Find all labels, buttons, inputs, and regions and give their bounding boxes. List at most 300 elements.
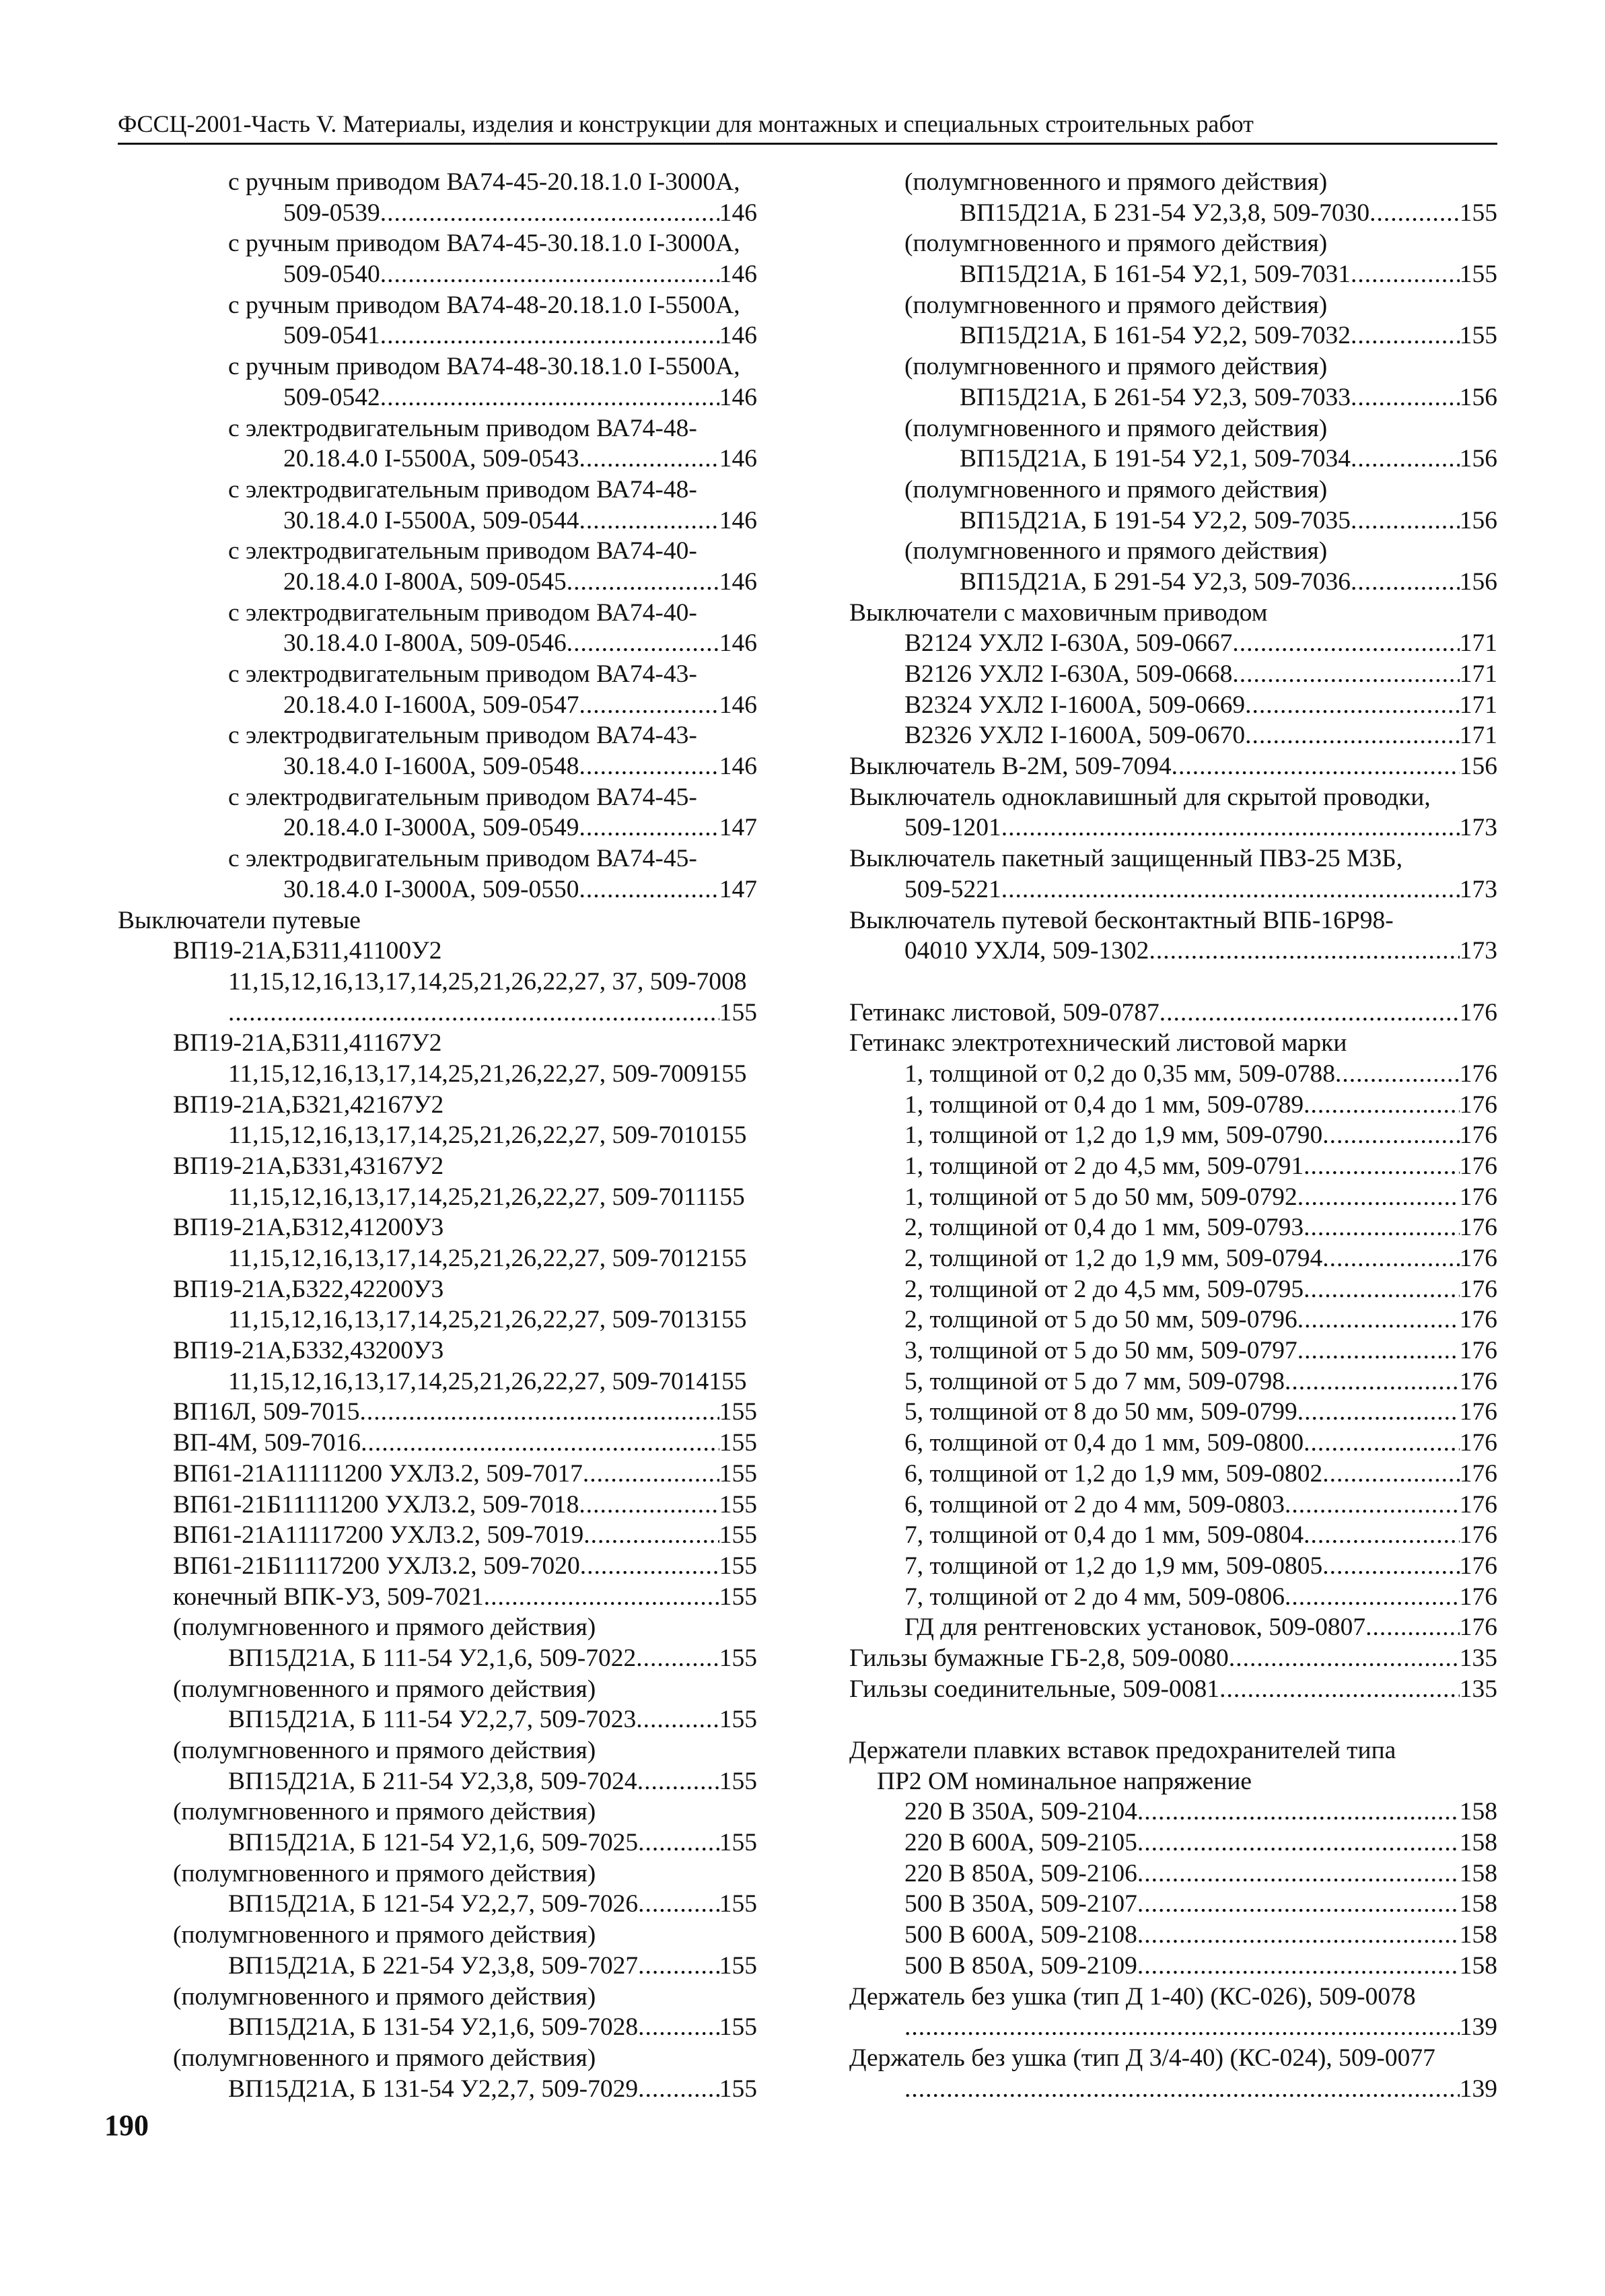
- dot-leader: [579, 874, 719, 905]
- dot-leader: [1001, 812, 1460, 843]
- dot-leader: [580, 1551, 719, 1582]
- index-entry: [118, 2074, 757, 2105]
- entry-text: Держатель без ушка (тип Д 1-40) (КС-026), 509-0078: [849, 1982, 1416, 2011]
- index-entry: [849, 1797, 1497, 1828]
- dot-leader: [1137, 1920, 1460, 1951]
- index-entry: [849, 812, 1497, 843]
- index-entry: [118, 690, 757, 721]
- entry-page-ref: 155: [719, 1644, 757, 1672]
- dot-leader: [567, 628, 719, 659]
- dot-leader: [1232, 659, 1459, 690]
- dot-leader: [1365, 1612, 1460, 1643]
- entry-text: 2, толщиной от 0,4 до 1 мм, 509-0793: [904, 1214, 1304, 1242]
- index-entry: [849, 2074, 1497, 2105]
- entry-page-ref: 176: [1459, 1429, 1497, 1457]
- index-entry: [118, 1028, 757, 1059]
- entry-page-ref: 156: [1459, 445, 1497, 473]
- index-entry: [118, 812, 757, 843]
- index-entry: [849, 1059, 1497, 1090]
- dot-leader: [228, 998, 719, 1029]
- entry-page-ref: 146: [719, 445, 757, 473]
- dot-leader: [579, 751, 719, 782]
- entry-text: Выключатели с маховичным приводом: [849, 598, 1268, 627]
- index-entry: [849, 475, 1497, 506]
- index-entry: [118, 536, 757, 567]
- entry-text: 11,15,12,16,13,17,14,25,21,26,22,27, 509-7009155: [228, 1059, 747, 1088]
- entry-text: В2326 УХЛ2 I-1600А, 509-0670: [904, 722, 1246, 750]
- dot-leader: [1351, 320, 1460, 351]
- index-entry: [849, 628, 1497, 659]
- entry-text: с электродвигательным приводом ВА74-48-: [228, 414, 697, 442]
- index-column-left: [118, 167, 757, 2104]
- dot-leader: [1172, 751, 1460, 782]
- entry-text: Держатели плавких вставок предохранителей типа: [849, 1737, 1396, 1765]
- entry-page-ref: 176: [1459, 1245, 1497, 1273]
- index-entry: [849, 1612, 1497, 1643]
- index-entry: [118, 1735, 757, 1766]
- index-entry: [118, 2043, 757, 2074]
- dot-leader: [1335, 1059, 1460, 1090]
- entry-text: 220 В 350А, 509-2104: [904, 1798, 1137, 1826]
- entry-page-ref: 173: [1459, 814, 1497, 842]
- dot-leader: [380, 320, 719, 351]
- index-entry: [118, 1797, 757, 1828]
- dot-leader: [1297, 1335, 1460, 1366]
- entry-page-ref: 176: [1459, 1152, 1497, 1180]
- dot-leader: [1304, 1274, 1460, 1305]
- index-entry: [118, 1920, 757, 1951]
- dot-leader: [1001, 874, 1460, 905]
- entry-text: 1, толщиной от 0,2 до 0,35 мм, 509-0788: [904, 1059, 1335, 1088]
- page-number: 190: [104, 2109, 149, 2142]
- index-entry: [849, 1090, 1497, 1121]
- index-entry: [849, 228, 1497, 259]
- entry-text: ВП15Д21А, Б 111-54 У2,1,6, 509-7022: [228, 1644, 637, 1672]
- index-entry: [118, 659, 757, 690]
- entry-page-ref: 156: [1459, 753, 1497, 781]
- dot-leader: [904, 2074, 1460, 2105]
- entry-text: (полумгновенного и прямого действия): [173, 1982, 596, 2011]
- entry-text: (полумгновенного и прямого действия): [173, 1859, 596, 1887]
- index-entry: [849, 751, 1497, 782]
- entry-page-ref: 176: [1459, 1552, 1497, 1580]
- entry-text: 7, толщиной от 1,2 до 1,9 мм, 509-0805: [904, 1552, 1323, 1580]
- entry-text: ГД для рентгеновских установок, 509-0807: [904, 1613, 1366, 1642]
- entry-text: с электродвигательным приводом ВА74-45-: [228, 845, 697, 873]
- entry-text: 20.18.4.0 I-1600А, 509-0547: [283, 691, 579, 719]
- dot-leader: [1304, 1151, 1460, 1182]
- entry-text: с ручным приводом ВА74-45-20.18.1.0 I-3000А,: [228, 168, 740, 196]
- entry-text: ВП61-21Б11111200 УХЛ3.2, 509-7018: [173, 1490, 579, 1519]
- entry-text: (полумгновенного и прямого действия): [904, 475, 1328, 503]
- index-entry: [118, 1274, 757, 1305]
- entry-text: ВП15Д21А, Б 261-54 У2,3, 509-7033: [960, 383, 1351, 411]
- index-entry: [849, 444, 1497, 475]
- index-entry: [849, 413, 1497, 444]
- entry-text: (полумгновенного и прямого действия): [904, 537, 1328, 565]
- dot-leader: [1297, 1182, 1460, 1213]
- dot-leader: [1322, 1120, 1460, 1151]
- entry-page-ref: 146: [719, 322, 757, 350]
- entry-text: 11,15,12,16,13,17,14,25,21,26,22,27, 509-7014155: [228, 1367, 747, 1395]
- entry-text: 509-5221: [904, 875, 1001, 903]
- index-entry: [849, 1428, 1497, 1459]
- index-entry: [118, 1643, 757, 1674]
- entry-text: ВП15Д21А, Б 121-54 У2,2,7, 509-7026: [228, 1890, 639, 1918]
- entry-text: 1, толщиной от 1,2 до 1,9 мм, 509-0790: [904, 1121, 1323, 1150]
- entry-text: 500 В 350А, 509-2107: [904, 1890, 1137, 1918]
- entry-page-ref: 135: [1459, 1675, 1497, 1703]
- index-entry: [118, 1090, 757, 1121]
- dot-leader: [1351, 382, 1460, 413]
- dot-leader: [1297, 1304, 1460, 1335]
- dot-leader: [1297, 1397, 1460, 1428]
- entry-text: 5, толщиной от 8 до 50 мм, 509-0799: [904, 1398, 1297, 1426]
- index-entry: [118, 444, 757, 475]
- index-entry: [118, 628, 757, 659]
- entry-text: В2126 УХЛ2 I-630А, 509-0668: [904, 660, 1233, 688]
- index-entry: [118, 1397, 757, 1428]
- entry-page-ref: 155: [719, 1829, 757, 1857]
- entry-page-ref: 176: [1459, 1090, 1497, 1119]
- dot-leader: [579, 690, 719, 721]
- entry-text: ВП16Л, 509-7015: [173, 1398, 360, 1426]
- dot-leader: [1304, 1090, 1460, 1121]
- dot-leader: [1149, 936, 1459, 967]
- index-entry: [118, 720, 757, 751]
- index-entry: [849, 1920, 1497, 1951]
- dot-leader: [1229, 1643, 1460, 1674]
- index-entry: [118, 1243, 757, 1274]
- entry-text: 20.18.4.0 I-5500А, 509-0543: [283, 445, 579, 473]
- entry-text: 509-0539: [283, 199, 380, 227]
- entry-page-ref: 176: [1459, 1183, 1497, 1211]
- entry-text: ВП15Д21А, Б 221-54 У2,3,8, 509-7027: [228, 1951, 639, 1980]
- entry-text: 2, толщиной от 2 до 4,5 мм, 509-0795: [904, 1275, 1304, 1303]
- index-entry: [118, 198, 757, 229]
- index-entry: [118, 905, 757, 936]
- entry-text: (полумгновенного и прямого действия): [173, 2044, 596, 2072]
- index-entry: [118, 1120, 757, 1151]
- index-entry: [849, 843, 1497, 874]
- entry-text: ПР2 ОМ номинальное напряжение: [877, 1767, 1252, 1795]
- index-entry: [849, 1366, 1497, 1397]
- index-entry: [118, 567, 757, 598]
- entry-text: 2, толщиной от 5 до 50 мм, 509-0796: [904, 1306, 1297, 1334]
- entry-text: 04010 УХЛ4, 509-1302: [904, 937, 1149, 965]
- index-entry: [118, 751, 757, 782]
- entry-page-ref: 155: [719, 1398, 757, 1426]
- entry-page-ref: 155: [719, 1706, 757, 1734]
- entry-page-ref: 156: [1459, 383, 1497, 411]
- index-entry: [118, 506, 757, 536]
- entry-text: (полумгновенного и прямого действия): [904, 291, 1328, 319]
- dot-leader: [1232, 628, 1459, 659]
- index-entry: [849, 1858, 1497, 1889]
- entry-text: с электродвигательным приводом ВА74-43-: [228, 660, 697, 688]
- entry-text: ВП15Д21А, Б 131-54 У2,1,6, 509-7028: [228, 2013, 639, 2042]
- entry-text: ВП19-21А,Б311,41167У2: [173, 1029, 442, 1057]
- index-entry: [118, 1366, 757, 1397]
- index-entry: [118, 936, 757, 967]
- index-entry: [118, 1951, 757, 1982]
- dot-leader: [1285, 1366, 1460, 1397]
- index-entry: [849, 720, 1497, 751]
- dot-leader: [1245, 690, 1460, 721]
- entry-page-ref: 171: [1459, 660, 1497, 688]
- dot-leader: [380, 259, 719, 290]
- entry-page-ref: 146: [719, 199, 757, 227]
- index-entry: [118, 998, 757, 1029]
- entry-page-ref: 176: [1459, 1582, 1497, 1611]
- dot-leader: [567, 567, 719, 598]
- entry-text: Выключатель путевой бесконтактный ВПБ-16Р98-: [849, 906, 1394, 934]
- index-entry: [118, 1428, 757, 1459]
- index-entry: [849, 320, 1497, 351]
- entry-page-ref: 155: [719, 2013, 757, 2042]
- dot-leader: [484, 1582, 719, 1613]
- dot-leader: [579, 1490, 719, 1521]
- index-entry: [849, 1704, 1497, 1735]
- index-entry: [118, 1674, 757, 1705]
- index-entry: [118, 1704, 757, 1735]
- index-entry: [849, 967, 1497, 998]
- dot-leader: [1351, 567, 1460, 598]
- index-entry: [118, 1612, 757, 1643]
- entry-text: 6, толщиной от 1,2 до 1,9 мм, 509-0802: [904, 1459, 1323, 1488]
- dot-leader: [360, 1397, 719, 1428]
- entry-page-ref: 146: [719, 753, 757, 781]
- index-entry: [849, 1151, 1497, 1182]
- entry-page-ref: 158: [1459, 1829, 1497, 1857]
- index-entry: [849, 1304, 1497, 1335]
- index-entry: [118, 1212, 757, 1243]
- entry-page-ref: 176: [1459, 1398, 1497, 1426]
- entry-text: ВП15Д21А, Б 131-54 У2,2,7, 509-7029: [228, 2075, 639, 2103]
- index-entry: [849, 1766, 1497, 1797]
- index-entry: [849, 1028, 1497, 1059]
- index-entry: [849, 782, 1497, 813]
- index-entry: [118, 320, 757, 351]
- entry-text: 509-0540: [283, 260, 380, 289]
- dot-leader: [1285, 1490, 1460, 1521]
- entry-text: ВП15Д21А, Б 231-54 У2,3,8, 509-7030: [960, 199, 1370, 227]
- entry-text: 3, толщиной от 5 до 50 мм, 509-0797: [904, 1337, 1297, 1365]
- index-entry: [849, 198, 1497, 229]
- entry-text: 30.18.4.0 I-5500А, 509-0544: [283, 506, 579, 534]
- index-entry: [849, 1335, 1497, 1366]
- entry-page-ref: 176: [1459, 1214, 1497, 1242]
- entry-page-ref: 155: [719, 1951, 757, 1980]
- entry-text: ВП15Д21А, Б 191-54 У2,2, 509-7035: [960, 506, 1351, 534]
- index-entry: [849, 1212, 1497, 1243]
- entry-page-ref: 173: [1459, 937, 1497, 965]
- dot-leader: [638, 1889, 719, 1920]
- entry-text: с электродвигательным приводом ВА74-40-: [228, 598, 697, 627]
- entry-text: (полумгновенного и прямого действия): [173, 1613, 596, 1642]
- dot-leader: [361, 1428, 719, 1459]
- entry-text: (полумгновенного и прямого действия): [904, 414, 1328, 442]
- index-entry: [849, 998, 1497, 1029]
- entry-page-ref: 176: [1459, 1306, 1497, 1334]
- entry-text: Гильзы соединительные, 509-0081: [849, 1675, 1220, 1703]
- entry-text: ВП19-21А,Б312,41200У3: [173, 1214, 444, 1242]
- index-entry: [849, 690, 1497, 721]
- index-entry: [849, 1274, 1497, 1305]
- entry-page-ref: 155: [719, 1552, 757, 1580]
- entry-page-ref: 176: [1459, 1613, 1497, 1642]
- entry-text: Гильзы бумажные ГБ-2,8, 509-0080: [849, 1644, 1229, 1672]
- entry-text: 11,15,12,16,13,17,14,25,21,26,22,27, 509-7013155: [228, 1306, 747, 1334]
- index-entry: [849, 567, 1497, 598]
- entry-page-ref: 171: [1459, 691, 1497, 719]
- dot-leader: [1304, 1520, 1460, 1551]
- entry-page-ref: 171: [1459, 629, 1497, 658]
- index-entry: [849, 1674, 1497, 1705]
- dot-leader: [1219, 1674, 1460, 1705]
- entry-text: ВП61-21Б11117200 УХЛ3.2, 509-7020: [173, 1552, 580, 1580]
- index-entry: [849, 536, 1497, 567]
- entry-text: с ручным приводом ВА74-45-30.18.1.0 I-3000А,: [228, 230, 740, 258]
- entry-text: 20.18.4.0 I-3000А, 509-0549: [283, 814, 579, 842]
- index-entry: [849, 598, 1497, 629]
- index-entry: [118, 782, 757, 813]
- dot-leader: [1137, 1828, 1460, 1858]
- index-entry: [118, 1982, 757, 2013]
- entry-page-ref: 158: [1459, 1951, 1497, 1980]
- entry-page-ref: 147: [719, 814, 757, 842]
- dot-leader: [1322, 1459, 1460, 1490]
- entry-text: Гетинакс электротехнический листовой марки: [849, 1029, 1347, 1057]
- dot-leader: [579, 444, 719, 475]
- entry-page-ref: 155: [719, 1767, 757, 1795]
- dot-leader: [1245, 720, 1460, 751]
- entry-text: 2, толщиной от 1,2 до 1,9 мм, 509-0794: [904, 1245, 1323, 1273]
- entry-page-ref: 176: [1459, 1337, 1497, 1365]
- dot-leader: [638, 1951, 719, 1982]
- dot-leader: [638, 2012, 719, 2043]
- entry-text: ВП61-21А11117200 УХЛ3.2, 509-7019: [173, 1521, 584, 1550]
- entry-text: с электродвигательным приводом ВА74-45-: [228, 783, 697, 811]
- entry-text: ВП15Д21А, Б 161-54 У2,1, 509-7031: [960, 260, 1351, 289]
- entry-page-ref: 176: [1459, 1367, 1497, 1395]
- index-entry: [118, 1151, 757, 1182]
- entry-text: 500 В 600А, 509-2108: [904, 1921, 1137, 1949]
- entry-text: ВП-4М, 509-7016: [173, 1429, 361, 1457]
- entry-page-ref: 176: [1459, 1275, 1497, 1303]
- index-entry: [118, 1858, 757, 1889]
- dot-leader: [638, 2074, 719, 2105]
- entry-text: 220 В 850А, 509-2106: [904, 1859, 1137, 1887]
- index-entry: [849, 1490, 1497, 1521]
- entry-text: ВП19-21А,Б321,42167У2: [173, 1090, 444, 1119]
- entry-text: 11,15,12,16,13,17,14,25,21,26,22,27, 37, 509-7008: [228, 967, 747, 996]
- entry-text: ВП15Д21А, Б 111-54 У2,2,7, 509-7023: [228, 1706, 637, 1734]
- index-entry: [118, 1889, 757, 1920]
- entry-text: (полумгновенного и прямого действия): [173, 1921, 596, 1949]
- entry-text: 220 В 600А, 509-2105: [904, 1829, 1137, 1857]
- entry-page-ref: 156: [1459, 506, 1497, 534]
- header-rule: [118, 143, 1497, 145]
- index-entry: [118, 1490, 757, 1521]
- entry-text: Выключатели путевые: [118, 906, 361, 934]
- entry-page-ref: 155: [719, 1521, 757, 1550]
- entry-text: с электродвигательным приводом ВА74-43-: [228, 722, 697, 750]
- entry-text: 11,15,12,16,13,17,14,25,21,26,22,27, 509-7012155: [228, 1245, 747, 1273]
- entry-page-ref: 135: [1459, 1644, 1497, 1672]
- index-entry: [849, 1243, 1497, 1274]
- index-entry: [849, 1582, 1497, 1613]
- dot-leader: [1285, 1582, 1460, 1613]
- index-entry: [118, 167, 757, 198]
- entry-text: ВП15Д21А, Б 211-54 У2,3,8, 509-7024: [228, 1767, 637, 1795]
- entry-text: ВП19-21А,Б332,43200У3: [173, 1337, 444, 1365]
- index-entry: [118, 228, 757, 259]
- dot-leader: [579, 812, 719, 843]
- entry-text: ВП15Д21А, Б 191-54 У2,1, 509-7034: [960, 445, 1351, 473]
- index-entry: [849, 290, 1497, 321]
- entry-page-ref: 176: [1459, 1121, 1497, 1150]
- dot-leader: [1351, 259, 1460, 290]
- entry-page-ref: 155: [719, 2075, 757, 2103]
- index-entry: [849, 2012, 1497, 2043]
- entry-text: 11,15,12,16,13,17,14,25,21,26,22,27, 509-7011155: [228, 1183, 745, 1211]
- entry-text: Выключатель пакетный защищенный ПВЗ-25 М3Б,: [849, 845, 1403, 873]
- index-entry: [849, 1643, 1497, 1674]
- entry-text: В2124 УХЛ2 I-630А, 509-0667: [904, 629, 1233, 658]
- running-header: ФССЦ-2001-Часть V. Материалы, изделия и конструкции для монтажных и специальных строительных работ: [118, 110, 1254, 137]
- index-entry: [118, 1459, 757, 1490]
- entry-page-ref: 155: [719, 1890, 757, 1918]
- entry-page-ref: 176: [1459, 1059, 1497, 1088]
- index-entry: [118, 413, 757, 444]
- index-entry: [849, 905, 1497, 936]
- index-entry: [118, 290, 757, 321]
- entry-text: (полумгновенного и прямого действия): [904, 230, 1328, 258]
- entry-text: (полумгновенного и прямого действия): [173, 1675, 596, 1703]
- index-entry: [849, 1520, 1497, 1551]
- index-entry: [118, 1582, 757, 1613]
- entry-page-ref: 147: [719, 875, 757, 903]
- index-entry: [118, 598, 757, 629]
- index-entry: [118, 1828, 757, 1858]
- entry-page-ref: 155: [719, 1490, 757, 1519]
- entry-page-ref: 146: [719, 691, 757, 719]
- entry-text: В2324 УХЛ2 I-1600А, 509-0669: [904, 691, 1246, 719]
- entry-text: 500 В 850А, 509-2109: [904, 1951, 1137, 1980]
- index-entry: [849, 2043, 1497, 2074]
- entry-text: ВП15Д21А, Б 161-54 У2,2, 509-7032: [960, 322, 1351, 350]
- entry-text: 6, толщиной от 0,4 до 1 мм, 509-0800: [904, 1429, 1304, 1457]
- index-entry: [849, 1397, 1497, 1428]
- dot-leader: [637, 1766, 719, 1797]
- dot-leader: [1351, 444, 1460, 475]
- entry-text: (полумгновенного и прямого действия): [904, 353, 1328, 381]
- entry-page-ref: 146: [719, 567, 757, 596]
- entry-page-ref: 156: [1459, 567, 1497, 596]
- index-entry: [118, 382, 757, 413]
- dot-leader: [1304, 1428, 1460, 1459]
- entry-text: (полумгновенного и прямого действия): [904, 168, 1328, 196]
- index-entry: [849, 351, 1497, 382]
- index-entry: [118, 874, 757, 905]
- entry-page-ref: 176: [1459, 1459, 1497, 1488]
- entry-page-ref: 173: [1459, 875, 1497, 903]
- entry-page-ref: 155: [1459, 260, 1497, 289]
- dot-leader: [579, 506, 719, 536]
- entry-text: Держатель без ушка (тип Д 3/4-40) (КС-024), 509-0077: [849, 2044, 1435, 2072]
- entry-text: с ручным приводом ВА74-48-30.18.1.0 I-5500А,: [228, 353, 740, 381]
